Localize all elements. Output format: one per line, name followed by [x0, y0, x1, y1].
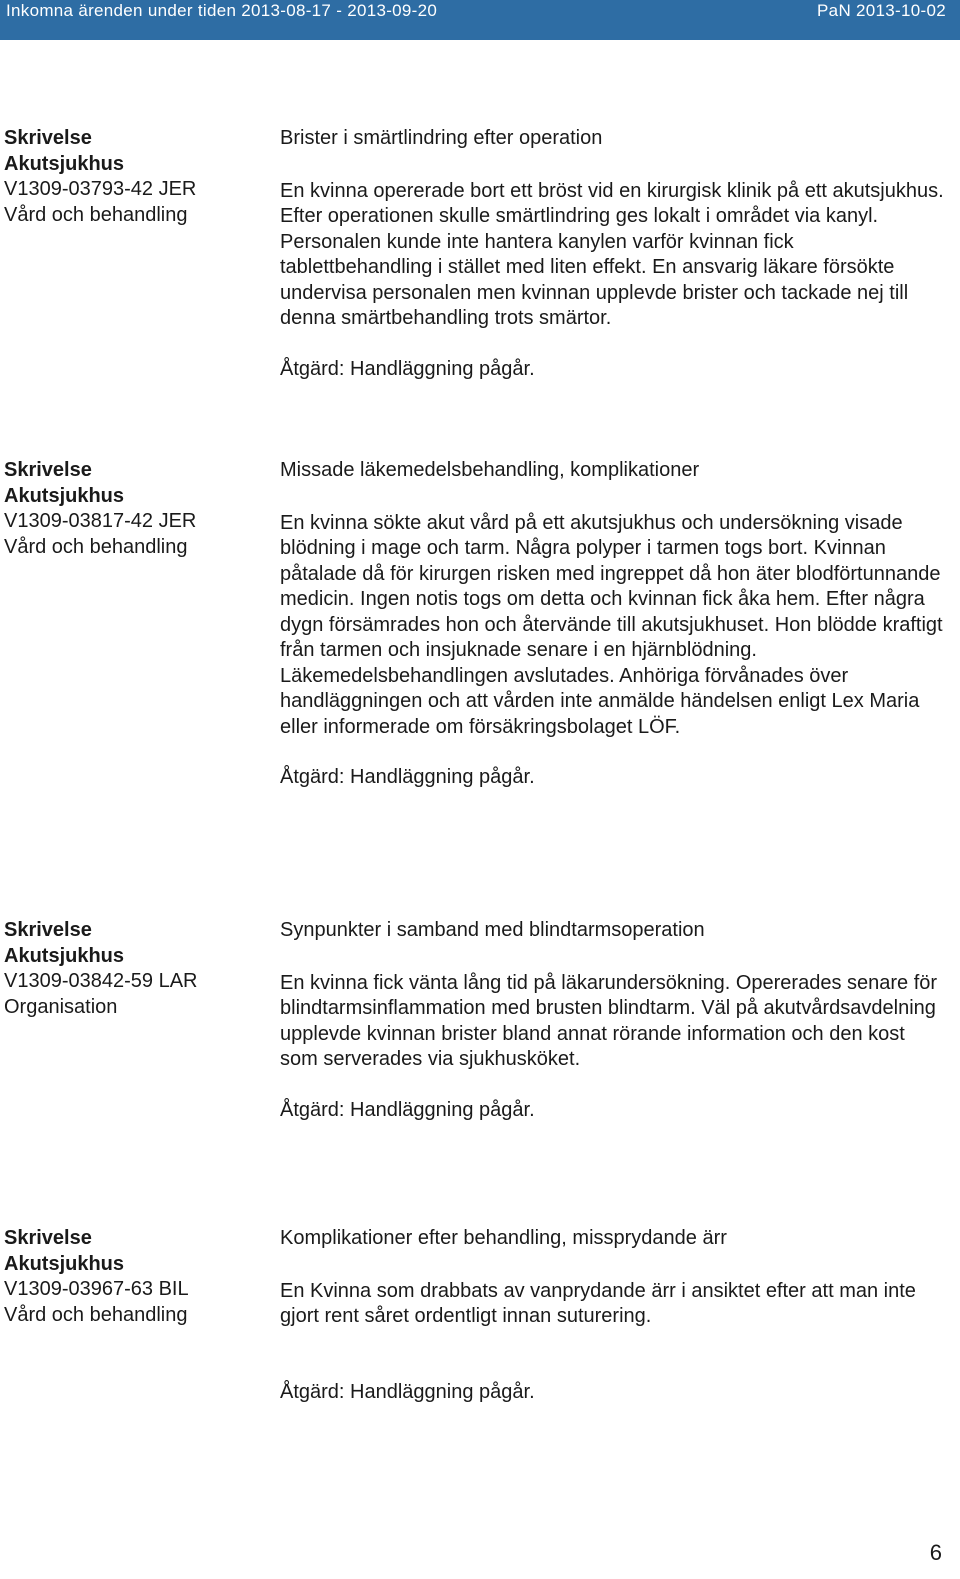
case-category: Organisation [4, 995, 118, 1018]
case-body [280, 458, 945, 791]
case-action: Åtgärd: Handläggning pågår. [280, 357, 535, 380]
case-source: Akutsjukhus [4, 484, 125, 507]
case-type: Skrivelse [4, 127, 92, 149]
case-body [280, 1226, 945, 1405]
case-id: V1309-03793-42 JER [4, 178, 197, 200]
page-number: 6 [929, 1540, 942, 1565]
case-category: Vård och behandling [4, 535, 188, 558]
case-source: Akutsjukhus [4, 944, 125, 967]
case-meta [4, 126, 264, 228]
case-source: Akutsjukhus [4, 1252, 125, 1275]
case-category: Vård och behandling [4, 203, 188, 226]
case-meta [4, 458, 264, 560]
case-source: Akutsjukhus [4, 152, 125, 175]
case-category: Vård och behandling [4, 1303, 188, 1326]
case-title: Komplikationer efter behandling, missprydande ärr [280, 1227, 727, 1249]
case-id: V1309-03817-42 JER [4, 510, 197, 532]
case-action: Åtgärd: Handläggning pågår. [280, 1098, 535, 1121]
case-title: Synpunkter i samband med blindtarmsoperation [280, 919, 705, 941]
case-meta [4, 1226, 264, 1328]
case-action: Åtgärd: Handläggning pågår. [280, 1380, 535, 1403]
case-type: Skrivelse [4, 1227, 92, 1249]
header-date: PaN 2013-10-02 [817, 1, 946, 20]
case-title: Brister i smärtlindring efter operation [280, 127, 603, 149]
case-type: Skrivelse [4, 919, 92, 941]
case-body [280, 126, 945, 382]
page-header [0, 0, 960, 40]
case-body [280, 918, 945, 1123]
case-action: Åtgärd: Handläggning pågår. [280, 766, 535, 788]
case-description: En kvinna sökte akut vård på ett akutsjukhus och undersökning visade blödning i mage och tarm. Några polyper i tarmen togs bort. Kvinnan påtalade då för kirurgen risken med ingreppet då hon äter blodförtunnande medicin. Ingen notis togs om detta och kvinnan fick åka hem. Efter några dygn försämrades hon och återvände till akutsjukhuset. Hon blödde kraftigt från tarmen och insjuknade senare i en hjärnblödning. Läkemedelsbehandlingen avslutades. Anhöriga förvånades över handläggningen och att vården inte anmälde händelsen enligt Lex Maria eller informerade om försäkringsbolaget LÖF. [280, 511, 943, 738]
case-type: Skrivelse [4, 459, 92, 481]
case-id: V1309-03967-63 BIL [4, 1278, 189, 1300]
case-description: En kvinna opererade bort ett bröst vid en kirurgisk klinik på ett akutsjukhus. Efter operationen skulle smärtlindring ges lokalt i området via kanyl. Personalen kunde inte hantera kanylen varför kvinnan fick tablettbehandling i stället med liten effekt. En ansvarig läkare försökte undervisa personalen men kvinnan upplevde brister och tackade nej till denna smärtbehandling trots smärtor. [280, 179, 944, 329]
case-description: En Kvinna som drabbats av vanprydande ärr i ansiktet efter att man inte gjort rent såret ordentligt innan suturering. [280, 1279, 916, 1327]
case-id: V1309-03842-59 LAR [4, 970, 198, 992]
header-title: Inkomna ärenden under tiden 2013-08-17 - 2013-09-20 [6, 1, 438, 20]
case-meta [4, 918, 264, 1020]
case-description: En kvinna fick vänta lång tid på läkarundersökning. Opererades senare för blindtarmsinflammation med brusten blindtarm. Väl på akutvårdsavdelning upplevde kvinnan brister bland annat rörande information och den kost som serverades via sjukhusköket. [280, 971, 938, 1070]
case-title: Missade läkemedelsbehandling, komplikationer [280, 459, 700, 481]
